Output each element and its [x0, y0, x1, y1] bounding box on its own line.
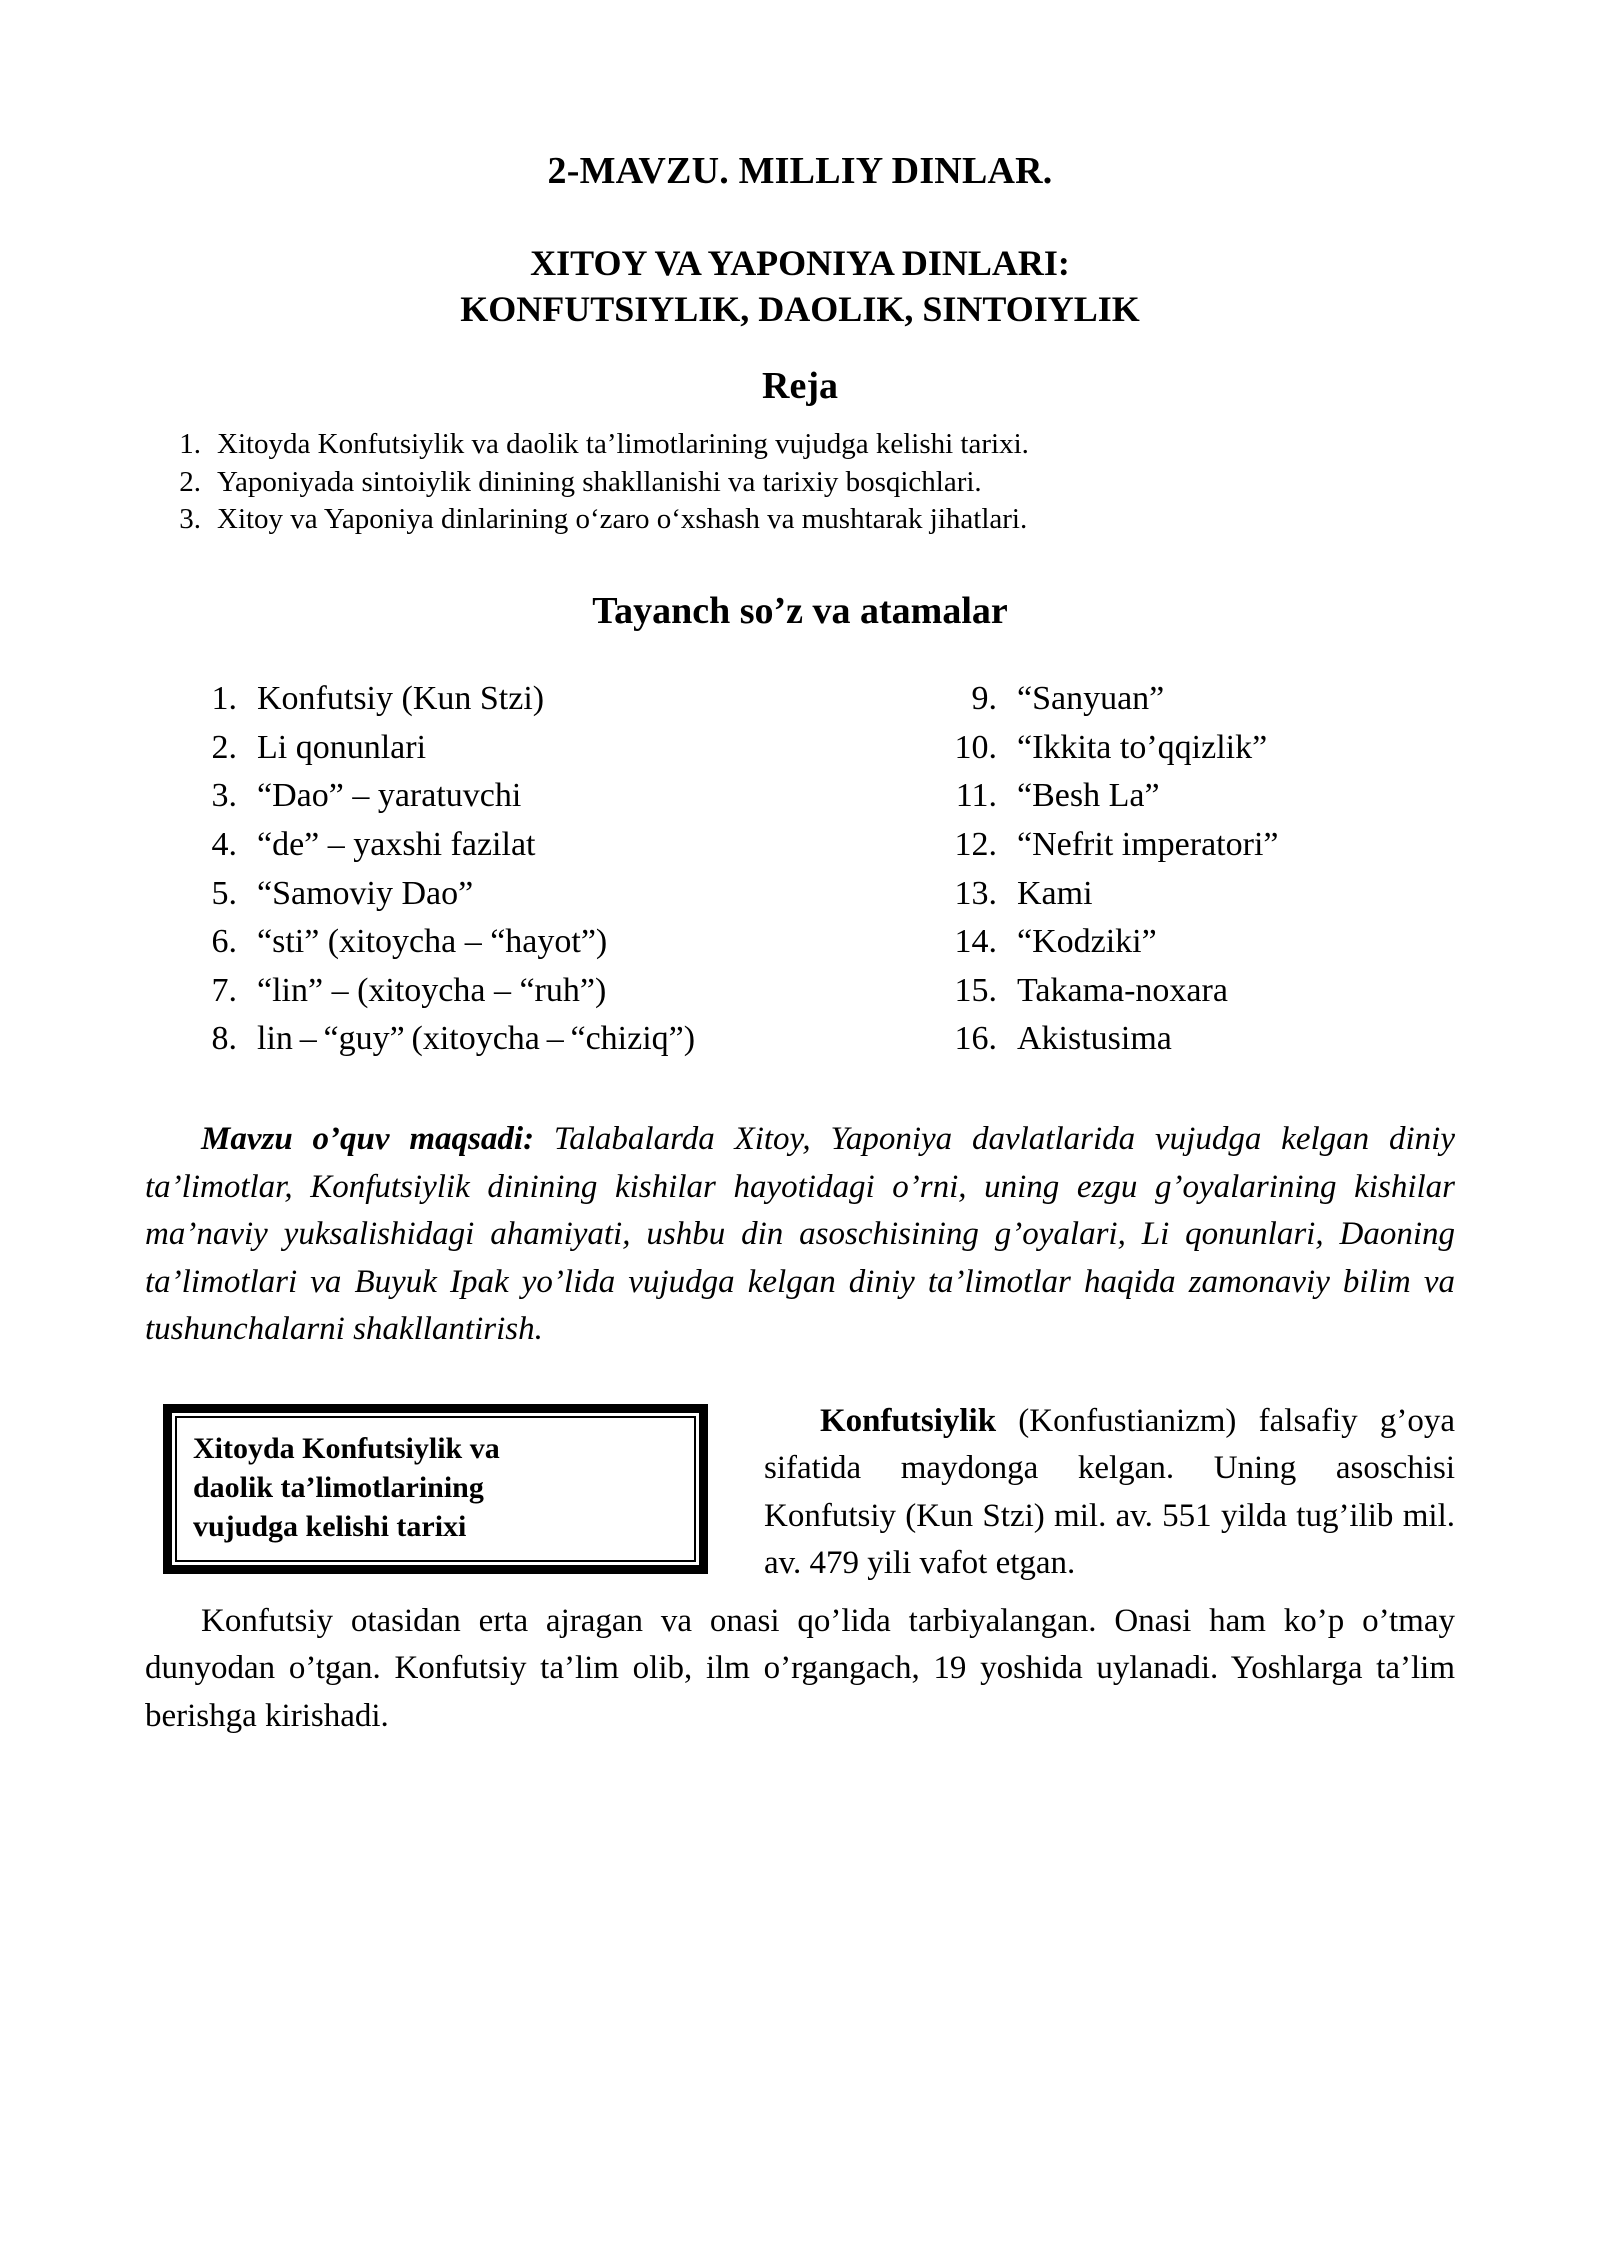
term-number: 7.: [211, 971, 237, 1009]
terms-heading: Tayanch so’z va atamalar: [592, 590, 1008, 633]
plan-list: [145, 408, 1455, 539]
list-item: [165, 870, 885, 919]
callout-line-2: daolik ta’limotlarining: [193, 1470, 484, 1504]
list-item: [925, 821, 1505, 870]
learning-goal-label: Mavzu o’quv maqsadi:: [201, 1120, 535, 1157]
term-number: 9.: [971, 680, 997, 718]
learning-goal-paragraph: [145, 1064, 1455, 1354]
callout-line-3: vujudga kelishi tarixi: [193, 1509, 467, 1543]
term-number: 15.: [954, 971, 997, 1009]
plan-item-text: Xitoy va Yaponiya dinlarining o‘zaro o‘xshash va mushtarak jihatlari.: [217, 503, 1028, 536]
list-item: [925, 967, 1505, 1016]
term-number: 14.: [954, 923, 997, 961]
callout-line-1: Xitoyda Konfutsiylik va: [193, 1431, 500, 1465]
term-label: “Sanyuan”: [1017, 680, 1165, 718]
term-label: lin – “guy” (xitoycha – “chiziq”): [257, 1020, 696, 1058]
terms-list-right: [925, 675, 1505, 1064]
plan-item-number: 1.: [179, 428, 201, 461]
term-label: Konfutsiy (Kun Stzi): [257, 680, 545, 718]
plan-item-number: 2.: [179, 465, 201, 498]
terms-column-right: [885, 675, 1505, 1064]
plan-item-text: Xitoyda Konfutsiylik va daolik ta’limotlarining vujudga kelishi tarixi.: [217, 428, 1029, 461]
term-label: Takama-noxara: [1017, 971, 1228, 1009]
learning-goal-text: Talabalarda Xitoy, Yaponiya davlatlarida vujudga kelgan diniy ta’limotlar, Konfutsiylik dinining kishilar hayotidagi o’rni, uning ezgu g’oyalarining kishilar ma’naviy yuksalishidagi ahamiyati, ushbu din asoschisining g’oyalari, Li qonunlari, Daoning ta’limotlari va Buyuk Ipak yo’lida vujudga kelgan diniy ta’limotlar haqida zamonaviy bilim va tushunchalarni shakllantirish.: [145, 1120, 1455, 1348]
list-item: [925, 918, 1505, 967]
term-number: 2.: [211, 728, 237, 766]
term-number: 5.: [211, 874, 237, 912]
list-item: [165, 675, 885, 724]
term-label: Akistusima: [1017, 1020, 1172, 1058]
term-label: “Kodziki”: [1017, 923, 1157, 961]
term-number: 10.: [954, 728, 997, 766]
term-number: 4.: [211, 825, 237, 863]
body-paragraph-1-text: (Konfustianizm) falsafiy g’oya sifatida maydonga kelgan. Uning asoschisi Konfutsiy (Kun Stzi) mil. av. 551 yilda tug’ilib mil. av. 479 yili vafot etgan.: [764, 1402, 1455, 1582]
term-label: Kami: [1017, 874, 1093, 912]
list-item: [145, 501, 1455, 539]
term-label: “Samoviy Dao”: [257, 874, 474, 912]
term-number: 8.: [211, 1020, 237, 1058]
list-item: [925, 724, 1505, 773]
terms-column-left: [145, 675, 885, 1064]
plan-item-text: Yaponiyada sintoiylik dinining shakllanishi va tarixiy bosqichlari.: [217, 465, 982, 498]
list-item: [925, 772, 1505, 821]
term-number: 16.: [954, 1020, 997, 1058]
list-item: [165, 918, 885, 967]
list-item: [145, 464, 1455, 502]
callout-and-body: [145, 1354, 1455, 1741]
plan-heading: Reja: [762, 365, 838, 408]
term-number: 11.: [955, 777, 997, 815]
terms-list-left: [165, 675, 885, 1064]
term-label: “Besh La”: [1017, 777, 1160, 815]
list-item: [165, 821, 885, 870]
subtitle-line-1: XITOY VA YAPONIYA DINLARI:: [530, 242, 1070, 283]
term-label: “Dao” – yaratuvchi: [257, 777, 522, 815]
list-item: [165, 967, 885, 1016]
term-label: “Nefrit imperatori”: [1017, 825, 1279, 863]
list-item: [925, 1015, 1505, 1064]
term-number: 6.: [211, 923, 237, 961]
body-lead-term: Konfutsiylik: [820, 1402, 997, 1439]
callout-box: [163, 1404, 708, 1574]
list-item: [165, 724, 885, 773]
list-item: [165, 1015, 885, 1064]
term-label: “Ikkita to’qqizlik”: [1017, 728, 1268, 766]
document-subtitle: [145, 192, 1455, 332]
callout-inner: [175, 1416, 696, 1562]
term-number: 1.: [211, 680, 237, 718]
plan-item-number: 3.: [179, 503, 201, 536]
term-number: 3.: [211, 777, 237, 815]
term-label: “sti” (xitoycha – “hayot”): [257, 923, 608, 961]
terms-columns: [145, 633, 1455, 1064]
term-label: Li qonunlari: [257, 728, 427, 766]
subtitle-line-2: KONFUTSIYLIK, DAOLIK, SINTOIYLIK: [460, 288, 1140, 329]
term-label: “lin” – (xitoycha – “ruh”): [257, 971, 607, 1009]
body-paragraph-2: Konfutsiy otasidan erta ajragan va onasi qo’lida tarbiyalangan. Onasi ham ko’p o’tmay dunyodan o’tgan. Konfutsiy ta’lim olib, ilm o’rgangach, 19 yoshida uylanadi. Yoshlarga ta’lim berishga kirishadi.: [145, 1602, 1455, 1734]
term-number: 13.: [954, 874, 997, 912]
list-item: [925, 870, 1505, 919]
list-item: [165, 772, 885, 821]
term-number: 12.: [954, 825, 997, 863]
term-label: “de” – yaxshi fazilat: [257, 825, 536, 863]
page-title: 2-MAVZU. MILLIY DINLAR.: [547, 150, 1053, 192]
list-item: [925, 675, 1505, 724]
list-item: [145, 426, 1455, 464]
